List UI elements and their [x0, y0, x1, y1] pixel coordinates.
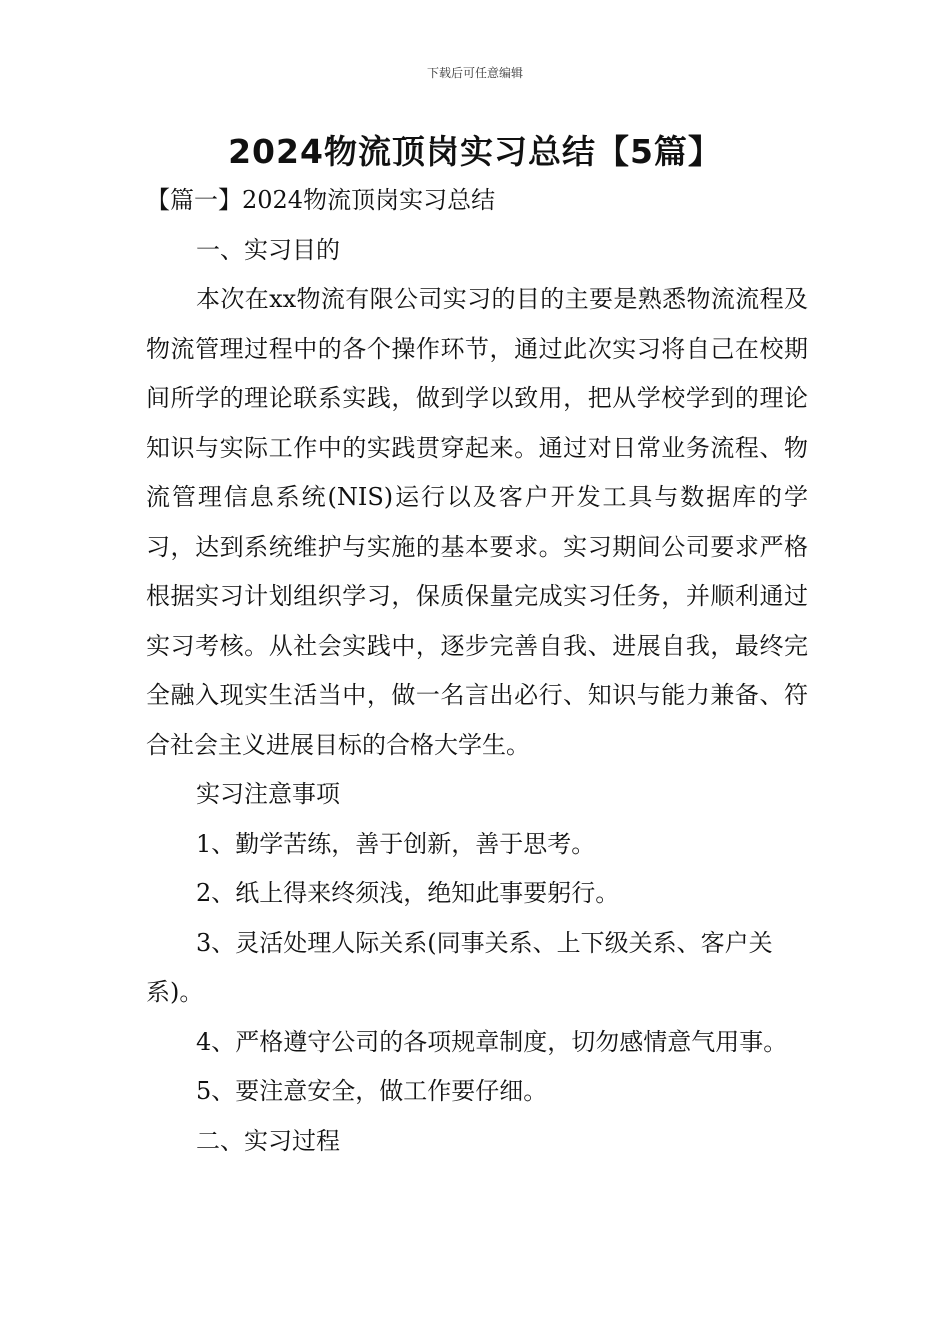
- note-item-4: 4、严格遵守公司的各项规章制度，切勿感情意气用事。: [196, 1027, 788, 1056]
- document-body: [146, 176, 808, 1166]
- page-header-note: 下载后可任意编辑: [426, 66, 523, 80]
- note-item-1: 1、勤学苦练，善于创新，善于思考。: [196, 829, 596, 858]
- note-item-3: 3、灵活处理人际关系(同事关系、上下级关系、客户关系)。: [146, 928, 773, 1006]
- document-title: 2024物流顶岗实习总结【5篇】: [228, 132, 722, 171]
- note-item-5: 5、要注意安全，做工作要仔细。: [196, 1077, 548, 1105]
- paragraph-purpose: 本次在xx物流有限公司实习的目的主要是熟悉物流流程及物流管理过程中的各个操作环节，通过此次实习将自己在校期间所学的理论联系实践，做到学以致用，把从学校学到的理论知识与实际工作中的实践贯穿起来。通过对日常业务流程、物流管理信息系统(NIS)运行以及客户开发工具与数据库的学习，达到系统维护与实施的基本要求。实习期间公司要求严格根据实习计划组织学习，保质保量完成实习任务，并顺利通过实习考核。从社会实践中，逐步完善自我、进展自我，最终完全融入现实生活当中，做一名言出必行、知识与能力兼备、符合社会主义进展目标的合格大学生。: [146, 285, 808, 759]
- note-item-2: 2、纸上得来终须浅，绝知此事要躬行。: [196, 879, 620, 907]
- heading-purpose: 一、实习目的: [196, 235, 340, 264]
- section-heading: 【篇一】2024物流顶岗实习总结: [146, 186, 496, 214]
- heading-notes: 实习注意事项: [196, 780, 340, 808]
- heading-process: 二、实习过程: [196, 1126, 340, 1155]
